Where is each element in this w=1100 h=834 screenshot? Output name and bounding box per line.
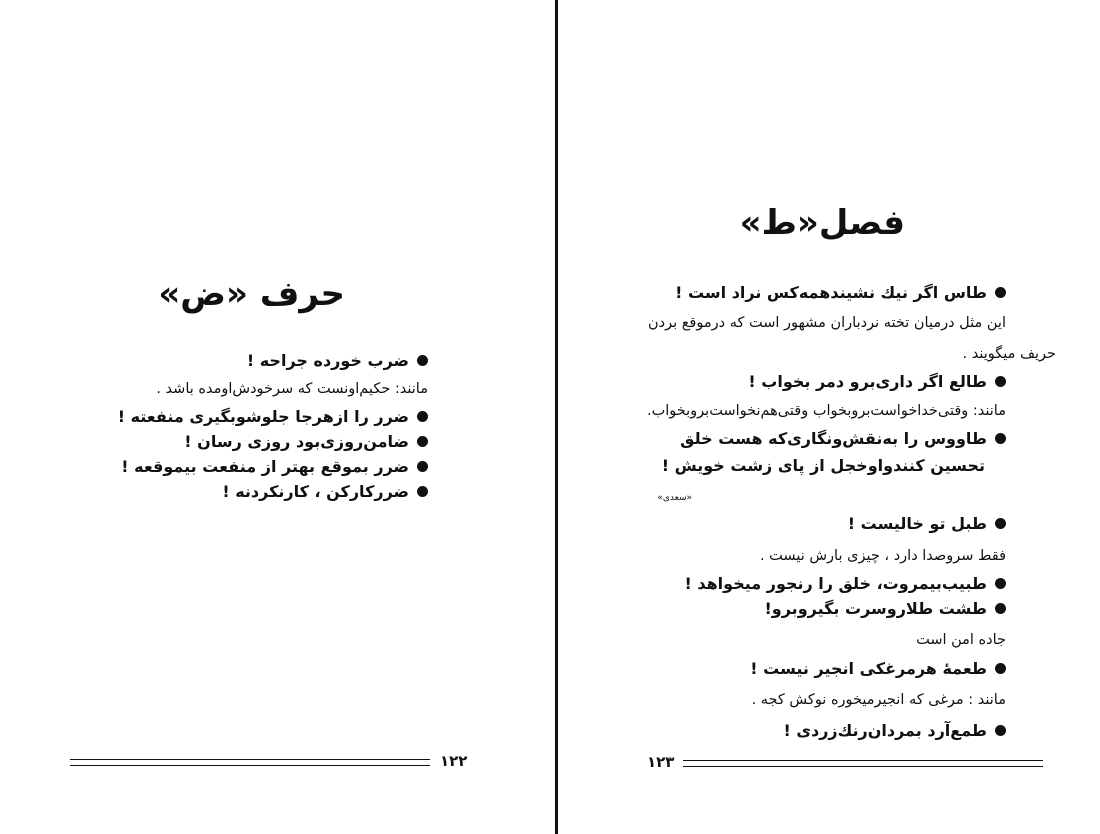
proverb-entry [680,427,1006,451]
bullet-icon [417,461,428,472]
bullet-icon [995,376,1006,387]
section-title: حرف «ض» [158,274,345,314]
explanation-line: فقط سروصدا دارد ، چیزی بارش نیست . [759,548,1006,564]
proverb-entry [184,430,428,454]
proverb-text: ضررکارکن ، کارنکردنه ! [222,482,409,501]
proverb-text: ضرر را ازهرجا جلوشوبگیری منفعته ! [117,407,409,426]
explanation-line: این مثل درمیان تخته نردباران مشهور است که درموقع بردن [647,315,1006,331]
bullet-icon [417,355,428,366]
bullet-icon [417,411,428,422]
explanation-line: مانند : مرغی که انجیرمیخوره نوکش کجه . [751,692,1006,708]
proverb-text: ضرر بموقع بهتر از منفعت بیموقعه ! [121,457,409,476]
proverb-text: ضامن‌روزی‌بود روزی رسان ! [184,432,409,451]
proverb-entry [684,572,1006,596]
footer-rule [70,759,430,766]
proverb-entry [247,349,428,373]
page-footer [70,752,470,771]
page-footer [647,753,1047,772]
proverb-entry [750,657,1006,681]
proverb-text: ضرب خورده جراحه ! [246,351,409,370]
proverb-text: طمع‌آرد بمردان‌رنك‌زردی ! [783,721,987,740]
proverb-entry [764,597,1006,621]
proverb-entry [748,370,1006,394]
bullet-icon [995,663,1006,674]
explanation-line: مانند: حکیم‌اونست که سرخودش‌اومده باشد . [156,381,428,397]
proverb-text: طاس اگر نیك نشیندهمه‌کس نراد است ! [675,283,987,302]
proverb-text: طشت طلاروسرت بگیروبرو! [764,599,987,618]
poet-attribution: «سعدی» [657,493,692,503]
proverb-entry [222,480,428,504]
bullet-icon [417,486,428,497]
proverb-entry [118,405,428,429]
bullet-icon [995,433,1006,444]
bullet-icon [995,725,1006,736]
proverb-text: طبل تو خالیست ! [847,514,987,533]
footer-rule [683,760,1043,767]
chapter-title: فصل«ط» [739,203,905,243]
proverb-text: طالع اگر داری‌برو دمر بخواب ! [748,372,987,391]
bullet-icon [995,603,1006,614]
page-number: ۱۲۳ [647,753,675,771]
proverb-continuation: تحسین کنندواوخجل از پای زشت خویش ! [661,456,985,475]
right-page [559,0,1100,834]
proverb-text: طعمهٔ هرمرغکی انجیر نیست ! [750,659,987,678]
proverb-entry [783,719,1006,743]
proverb-entry [675,281,1006,305]
explanation-line: جاده امن است [916,632,1006,648]
bullet-icon [995,578,1006,589]
explanation-line: حریف میگویند . [962,346,1056,362]
bullet-icon [995,287,1006,298]
page-gutter [555,0,558,834]
proverb-text: طبیب‌بیمروت، خلق را رنجور میخواهد ! [684,574,987,593]
proverb-entry [848,512,1006,536]
proverb-entry [121,455,428,479]
proverb-text: طاووس را به‌نقش‌ونگاری‌که هست خلق [680,429,987,448]
bullet-icon [417,436,428,447]
explanation-line: مانند: وقتی‌خداخواست‌بروبخواب وقتی‌هم‌نخواست‌بروبخواب. [647,403,1006,419]
page-number: ۱۲۲ [440,752,468,770]
bullet-icon [995,518,1006,529]
